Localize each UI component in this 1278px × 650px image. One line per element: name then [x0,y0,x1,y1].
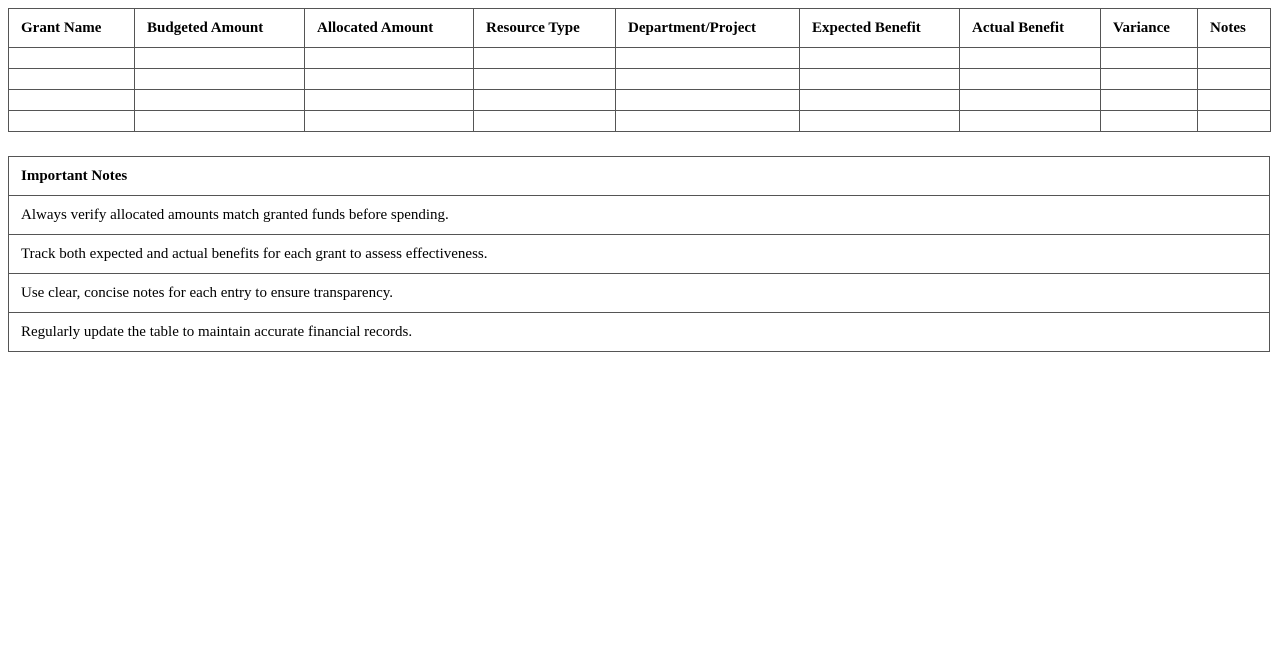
table-cell [9,48,135,69]
important-notes-table [8,156,1270,352]
header-notes: Notes [1198,9,1271,48]
table-row [9,69,1271,90]
header-resource-type: Resource Type [474,9,616,48]
note-row [9,313,1270,352]
table-cell [305,111,474,132]
table-cell [135,111,305,132]
table-cell [960,48,1101,69]
table-cell [1198,111,1271,132]
header-expected-benefit: Expected Benefit [800,9,960,48]
table-cell [616,69,800,90]
header-budgeted-amount: Budgeted Amount [135,9,305,48]
table-cell [1198,90,1271,111]
header-variance: Variance [1101,9,1198,48]
table-cell [474,90,616,111]
note-row [9,274,1270,313]
notes-title: Important Notes [9,157,1270,196]
table-row [9,48,1271,69]
table-cell [305,48,474,69]
table-cell [474,48,616,69]
table-cell [1101,90,1198,111]
table-row [9,90,1271,111]
table-cell [616,90,800,111]
table-row [9,111,1271,132]
table-cell [616,48,800,69]
table-cell [1101,69,1198,90]
table-cell [1101,111,1198,132]
table-cell [616,111,800,132]
table-cell [960,69,1101,90]
header-department-project: Department/Project [616,9,800,48]
grant-allocation-table [8,8,1271,132]
table-cell [474,111,616,132]
table-cell [1198,69,1271,90]
note-row [9,235,1270,274]
note-item: Regularly update the table to maintain accurate financial records. [9,313,1270,352]
note-item: Always verify allocated amounts match granted funds before spending. [9,196,1270,235]
note-item: Use clear, concise notes for each entry to ensure transparency. [9,274,1270,313]
table-cell [960,90,1101,111]
table-cell [800,90,960,111]
table-cell [960,111,1101,132]
table-cell [800,111,960,132]
table-cell [1101,48,1198,69]
table-cell [1198,48,1271,69]
header-allocated-amount: Allocated Amount [305,9,474,48]
table-cell [135,90,305,111]
header-actual-benefit: Actual Benefit [960,9,1101,48]
table-header-row [9,9,1271,48]
header-grant-name: Grant Name [9,9,135,48]
table-cell [9,111,135,132]
table-cell [135,48,305,69]
table-cell [9,69,135,90]
notes-header-row [9,157,1270,196]
table-cell [9,90,135,111]
table-cell [800,69,960,90]
table-cell [305,90,474,111]
table-cell [305,69,474,90]
note-row [9,196,1270,235]
note-item: Track both expected and actual benefits for each grant to assess effectiveness. [9,235,1270,274]
table-cell [474,69,616,90]
table-cell [800,48,960,69]
table-cell [135,69,305,90]
